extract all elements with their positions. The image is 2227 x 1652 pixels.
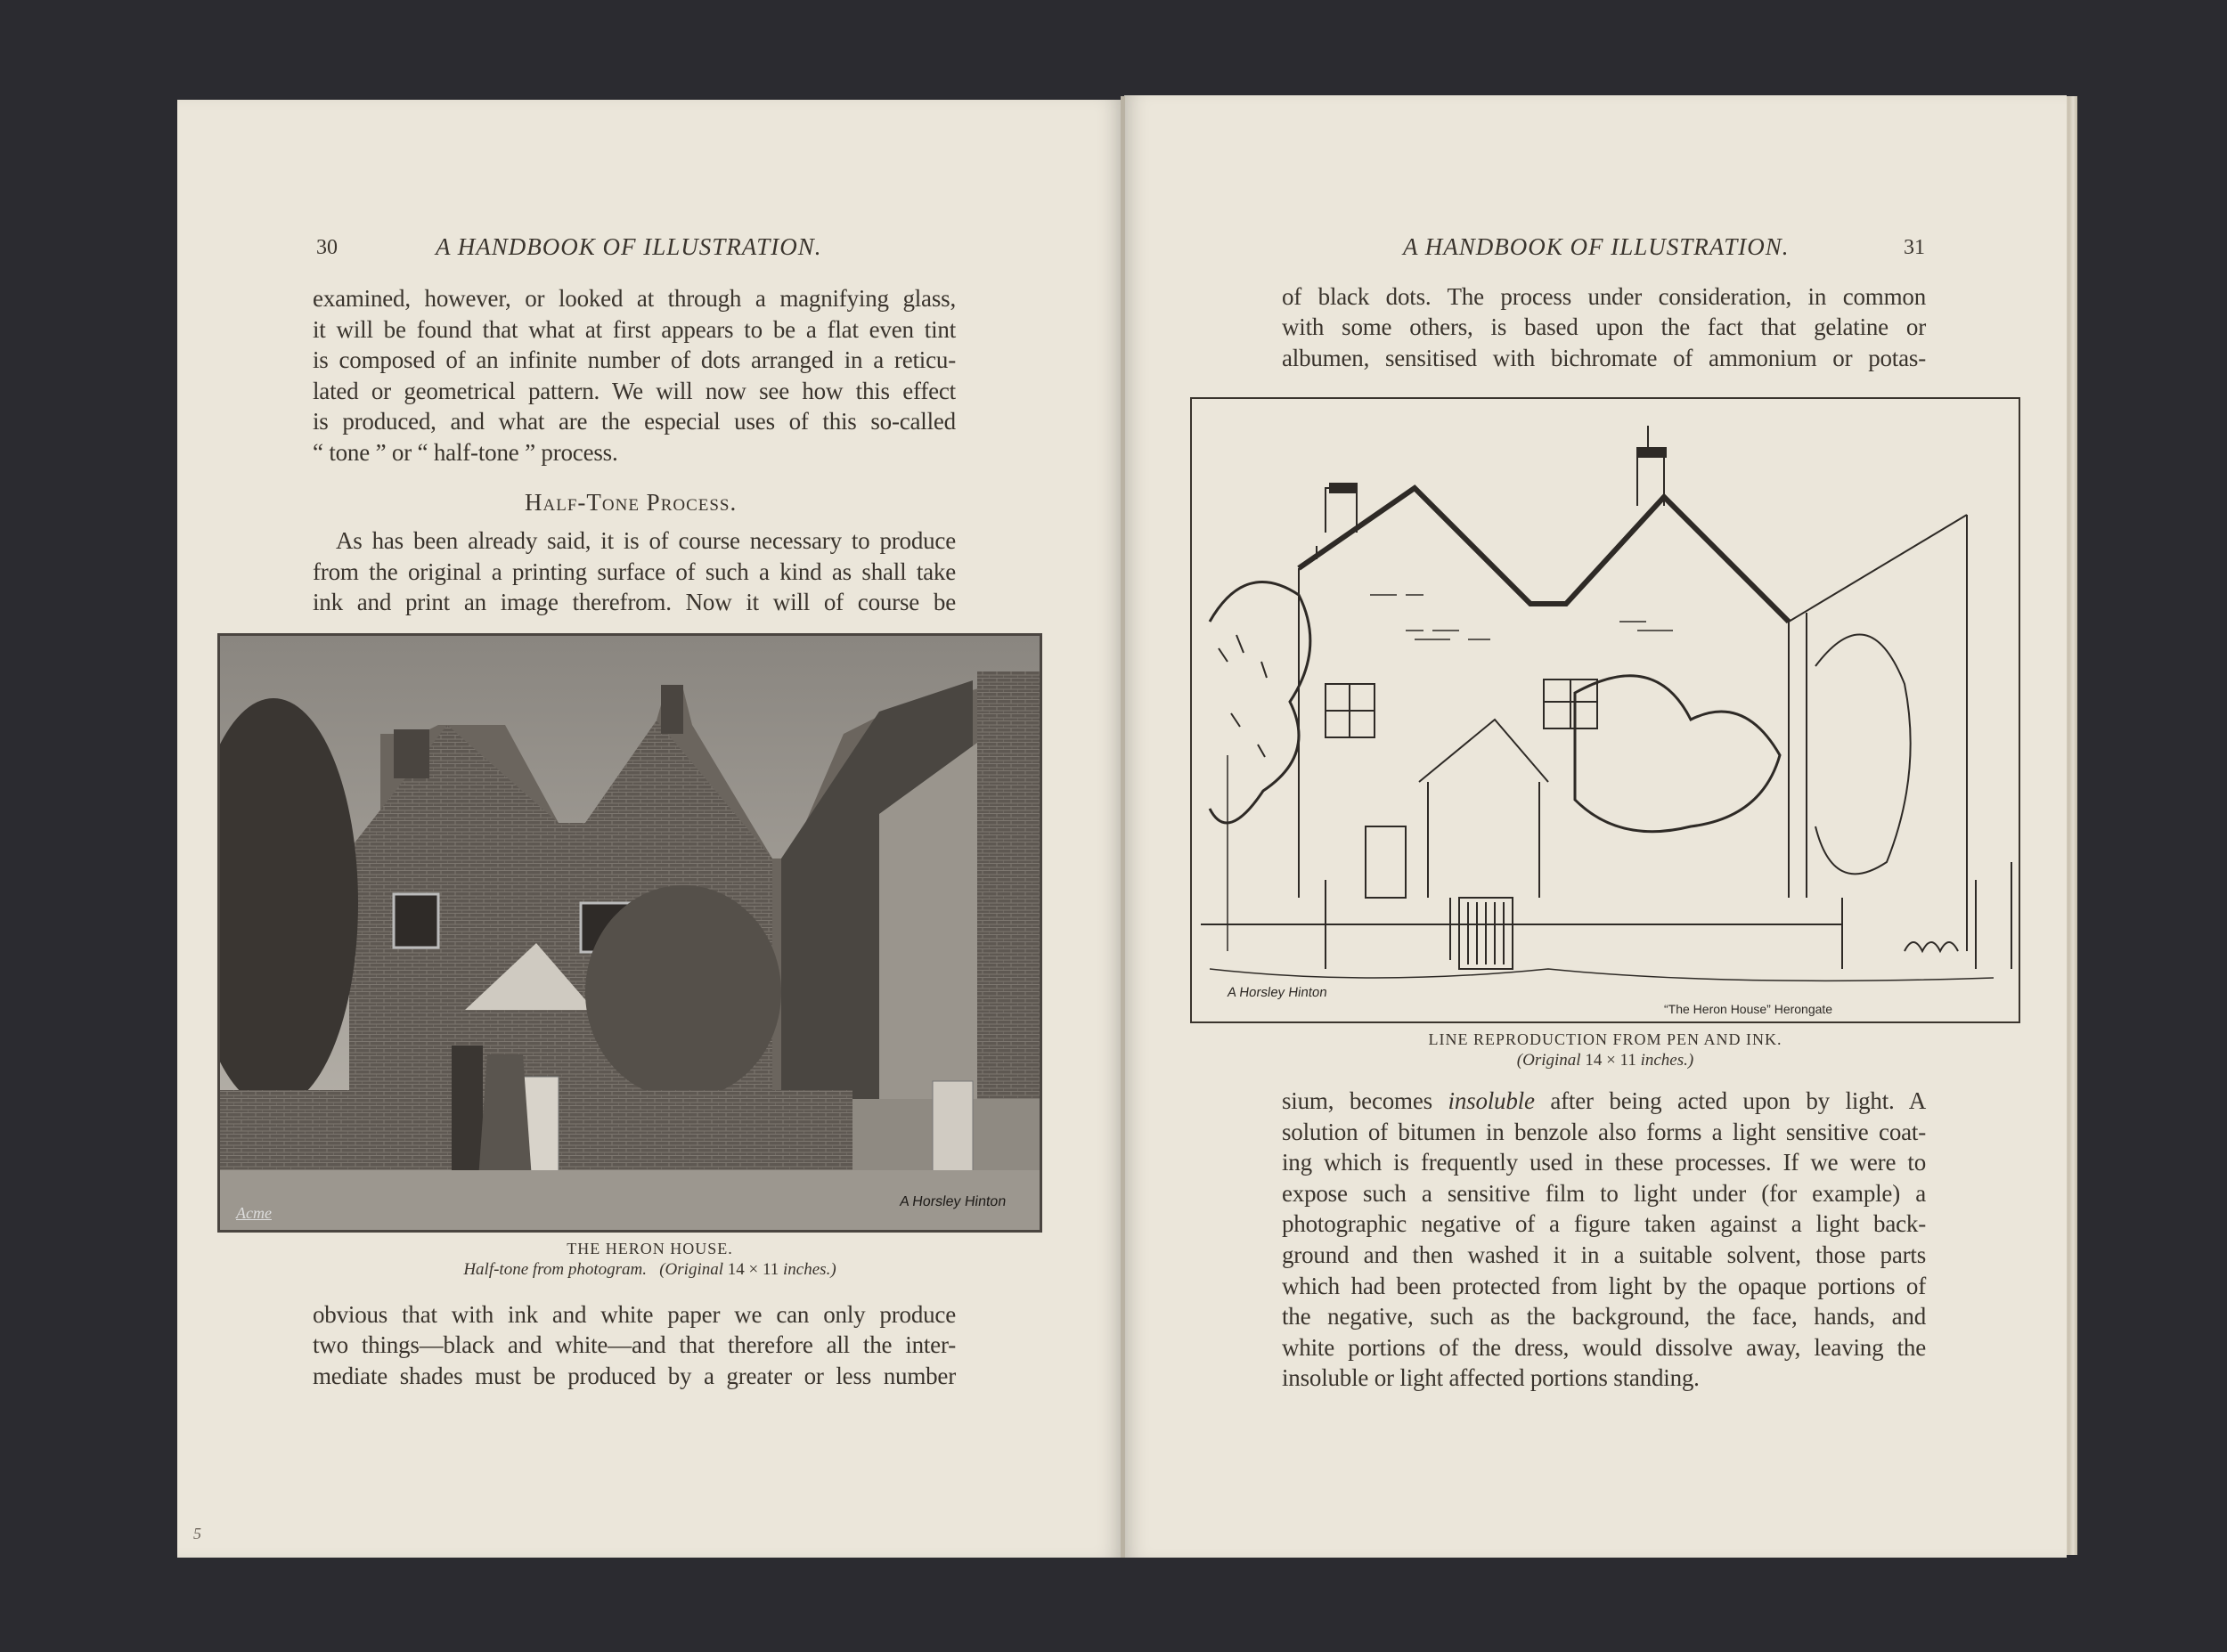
body-line: albumen, sensitised with bichromate of ammonium or potas- (1282, 345, 1926, 371)
pen-ink-drawing-heron-house (1190, 397, 2020, 1023)
body-line: with some others, is based upon the fact that gelatine or (1282, 313, 1926, 340)
body-line: insoluble or light affected portions standing. (1282, 1364, 1700, 1391)
photo-signature-right: A Horsley Hinton (898, 1194, 1007, 1209)
figure-caption-title: THE HERON HOUSE. (567, 1240, 733, 1257)
book-gutter (1121, 96, 1125, 1558)
body-line: from the original a printing surface of such a kind as shall take (313, 558, 956, 585)
figure-caption-subtitle (177, 1260, 1122, 1280)
body-line: ink and print an image therefrom. Now it will of course be (313, 589, 956, 615)
caption-size: 14 × 11 (1585, 1051, 1636, 1070)
body-line: which had been protected from light by the opaque portions of (1282, 1273, 1926, 1299)
left-page (177, 100, 1122, 1558)
body-line: examined, however, or looked at through a magnifying glass, (313, 285, 956, 312)
drawing-signature: A Horsley Hinton (1226, 985, 1328, 1000)
body-line: it will be found that what at first appears to be a flat even tint (313, 316, 956, 343)
body-line: is produced, and what are the especial uses of this so-called (313, 408, 956, 435)
section-heading: Half-Tone Process. (525, 489, 738, 516)
body-italic: insoluble (1448, 1087, 1535, 1114)
running-head: A HANDBOOK OF ILLUSTRATION. (1403, 233, 1790, 260)
house-photo-image (220, 636, 1040, 1230)
body-line: lated or geometrical pattern. We will now see how this effect (313, 378, 956, 404)
body-line: expose such a sensitive film to light under (for example) a (1282, 1180, 1926, 1207)
caption-original: (Original (659, 1260, 724, 1279)
caption-original: (Original (1516, 1051, 1581, 1070)
right-page (1124, 95, 2067, 1558)
body-line: “ tone ” or “ half-tone ” process. (313, 439, 618, 466)
body-line: ground and then washed it in a suitable solvent, those parts (1282, 1241, 1926, 1268)
body-line: of black dots. The process under consideration, in common (1282, 283, 1926, 310)
body-line: obvious that with ink and white paper we can only produce (313, 1301, 956, 1328)
body-line: photographic negative of a figure taken against a light back- (1282, 1210, 1926, 1237)
running-head: A HANDBOOK OF ILLUSTRATION. (436, 233, 822, 260)
house-drawing-image (1192, 399, 2019, 1021)
body-line: As has been already said, it is of course necessary to produce (336, 527, 956, 554)
body-line: is composed of an infinite number of dots arranged in a reticu- (313, 346, 956, 373)
page-number: 30 (316, 236, 338, 259)
caption-units: inches.) (1640, 1051, 1694, 1070)
book-page-edges (2065, 96, 2077, 1555)
body-line: mediate shades must be produced by a greater or less number (313, 1363, 956, 1389)
body-line: solution of bitumen in benzole also forms a light sensitive coat- (1282, 1119, 1926, 1145)
caption-units: inches.) (783, 1260, 836, 1279)
body-text: sium, becomes (1282, 1087, 1432, 1114)
body-line: the negative, such as the background, the face, hands, and (1282, 1303, 1926, 1330)
page-number: 31 (1904, 236, 1925, 259)
body-line: ing which is frequently used in these processes. If we were to (1282, 1149, 1926, 1176)
body-line (1282, 1086, 1926, 1116)
caption-italic: Half-tone from photogram. (463, 1260, 647, 1279)
figure-caption-title: LINE REPRODUCTION FROM PEN AND INK. (1428, 1030, 1782, 1048)
figure-caption-subtitle (1160, 1051, 2051, 1070)
caption-size: 14 × 11 (727, 1260, 779, 1279)
body-text: after being acted upon by light. A (1550, 1087, 1926, 1114)
photo-signature-left: Acme (236, 1204, 272, 1222)
body-line: white portions of the dress, would dissolve away, leaving the (1282, 1334, 1926, 1361)
body-line: two things—black and white—and that therefore all the inter- (313, 1331, 956, 1358)
drawing-inscription: “The Heron House” Herongate (1664, 1002, 1833, 1016)
halftone-photo-heron-house (217, 633, 1042, 1233)
margin-mark: 5 (193, 1525, 201, 1542)
